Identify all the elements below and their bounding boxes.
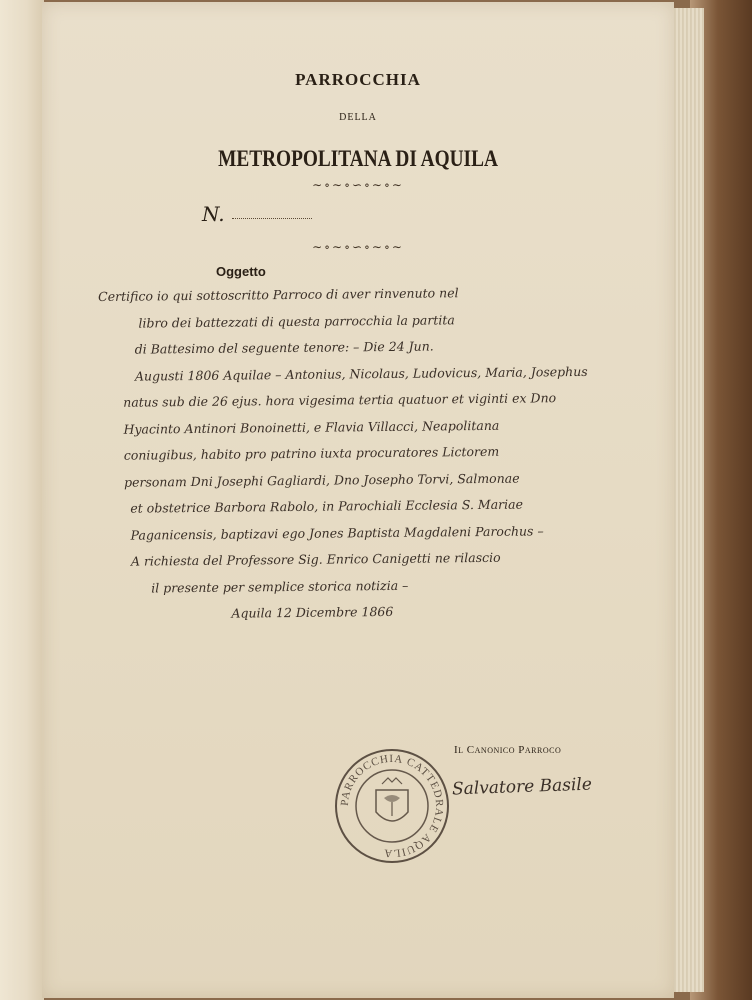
handwritten-certificate [98,278,682,629]
signatory-title: Il Canonico Parroco [454,744,562,756]
parish-heading: PARROCCHIA [295,70,421,89]
book-binding-left [0,0,44,1000]
handwritten-line: di Battesimo del seguente tenore: – Die 24 Jun. [134,338,434,357]
handwritten-line: A richiesta del Professore Sig. Enrico Canigetti ne rilascio [130,549,501,569]
handwritten-line: et obstetrice Barbora Rabolo, in Parochiali Ecclesia S. Mariae [130,496,524,516]
della-heading: DELLA [339,112,377,123]
handwritten-line: Hyacinto Antinori Bonoinetti, e Flavia Villacci, Neapolitana [123,417,500,437]
handwritten-line: Paganicensis, baptizavi ego Jones Baptista Magdaleni Parochus – [130,522,544,543]
parish-seal-stamp [332,746,452,866]
subject-label: Oggetto [216,264,266,279]
handwritten-signature: Salvatore Basile [451,774,593,800]
ornament-divider: ∼∘∼∘∽∘∼∘∼ [312,178,404,192]
metropolitana-heading: METROPOLITANA DI AQUILA [218,146,498,171]
handwritten-line: Augusti 1806 Aquilae – Antonius, Nicolaus, Ludovicus, Maria, Josephus [134,363,588,384]
handwritten-line: natus sub die 26 ejus. hora vigesima tertia quatuor et viginti ex Dno [123,390,557,410]
handwritten-line: il presente per semplice storica notizia – [151,577,409,595]
handwritten-line: libro dei battezzati di questa parrocchia la partita [138,311,455,331]
coat-of-arms-icon [376,778,408,821]
ornament-divider: ∼∘∼∘∽∘∼∘∼ [312,240,404,254]
handwritten-date: Aquila 12 Dicembre 1866 [231,603,394,621]
number-label: N. [202,202,225,226]
handwritten-line: coniugibus, habito pro patrino iuxta procuratores Lictorem [123,443,500,463]
handwritten-line: Certifico io qui sottoscritto Parroco di aver rinvenuto nel [98,285,459,304]
handwritten-line: personam Dni Josephi Gagliardi, Dno Josepho Torvi, Salmonae [123,470,520,490]
number-field-line [232,218,312,219]
document-page [42,2,674,998]
stamp-text: PARROCCHIA CATTEDRALE AQUILA [338,752,446,860]
